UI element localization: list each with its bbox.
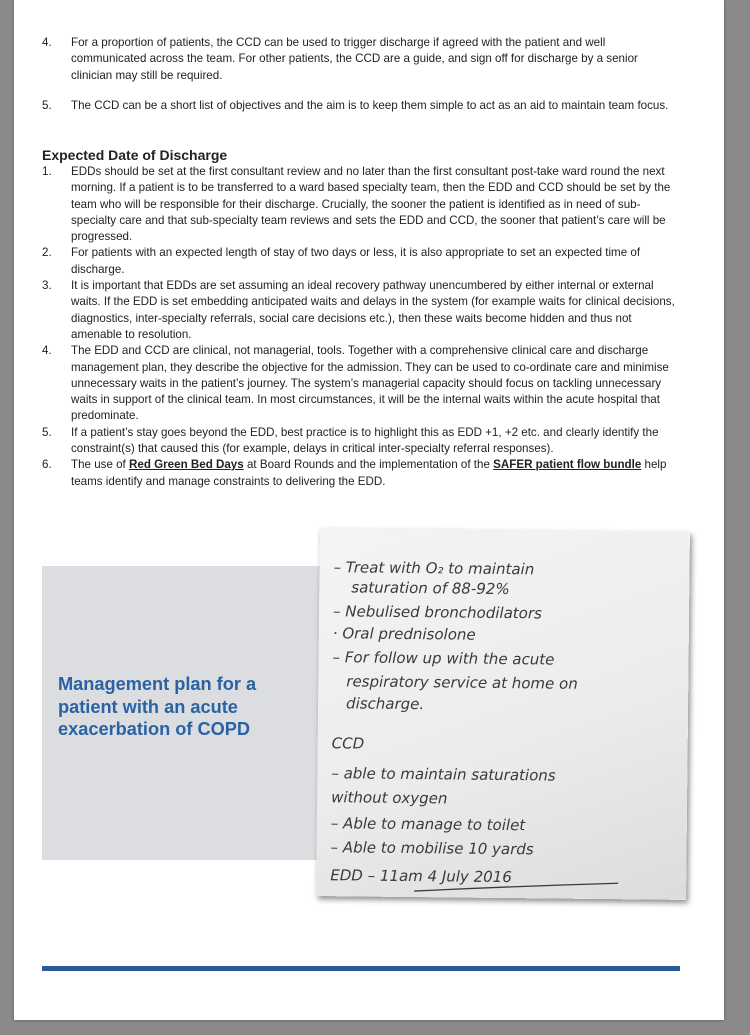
item-text: If a patient’s stay goes beyond the EDD, best practice is to highlight this as EDD +1, +2 etc. and clearly identify the constraint(s) that caused this (for example, delays in critical inter-specialty referral responses). (71, 425, 659, 456)
item-text: For a proportion of patients, the CCD can be used to trigger discharge if agreed with the patient and well communicated across the team. For other patients, the CCD are a guide, and sign off for discharge by a senior clinician may still be required. (71, 36, 638, 82)
note-line: saturation of 88-92% (351, 578, 510, 599)
red-green-bed-days-link[interactable]: Red Green Bed Days (129, 458, 244, 472)
list-item (40, 245, 680, 278)
list-item (40, 164, 680, 245)
item-number: 4. (42, 344, 52, 358)
item-text: The EDD and CCD are clinical, not managerial, tools. Together with a comprehensive clinical care and discharge management plan, they describe the objective for the admission. They can be used to co-ordinate care and minimise unnecessary waits in the patient’s journey. The system’s managerial capacity should focus on tackling unnecessary waits in support of the clinical team. In most circumstances, it will be the internal waits within the acute hospital that predominate. (71, 344, 669, 423)
item-number: 3. (42, 279, 52, 293)
item-text: EDDs should be set at the first consultant review and no later than the first consultant post-take ward round the next morning. If a patient is to be transferred to a ward based specialty team, then the EDD and CCD should be set by the team who will be responsible for their discharge. Crucially, the sooner the patient is identified as in need of sub-specialty care and that sub-specialty team reviews and sets the EDD and CCD, the sooner that patient’s care will be progressed. (71, 165, 671, 244)
note-line: · Oral prednisolone (332, 624, 476, 644)
note-line: – able to maintain saturations (331, 764, 556, 785)
item-number: 4. (42, 36, 52, 49)
note-line: – Nebulised bronchodilators (332, 602, 542, 623)
note-line: CCD (331, 734, 365, 753)
section-heading: Expected Date of Discharge (42, 147, 228, 163)
item-number: 5. (42, 425, 52, 439)
note-line: – For follow up with the acute (332, 648, 555, 669)
item-number: 1. (42, 165, 52, 178)
item-text: at Board Rounds and the implementation of the (243, 458, 494, 472)
list-item (40, 35, 680, 84)
list-item (40, 425, 680, 458)
note-line: – Able to manage to toilet (330, 814, 526, 835)
handwritten-note (316, 528, 690, 900)
note-line: respiratory service at home on (346, 672, 578, 693)
note-line: – Able to mobilise 10 yards (330, 838, 534, 859)
top-list (40, 35, 680, 128)
callout-title: Management plan for a patient with an acute exacerbation of COPD (58, 674, 257, 739)
item-text: help teams identify and manage constraints to delivering the EDD. (71, 458, 667, 488)
list-item (40, 343, 680, 424)
list-item (40, 278, 680, 343)
note-line: – Treat with O₂ to maintain (333, 558, 535, 579)
item-number: 6. (42, 458, 52, 472)
edd-list (40, 164, 680, 490)
note-line: discharge. (346, 694, 425, 714)
item-text: For patients with an expected length of stay of two days or less, it is also appropriate to set an expected time of discharge. (71, 246, 641, 276)
item-text: The use of (71, 458, 130, 472)
list-item (40, 98, 680, 114)
handwritten-note-photo (316, 528, 690, 900)
item-number: 2. (42, 246, 52, 260)
list-item (40, 457, 680, 490)
item-number: 5. (42, 98, 52, 112)
note-line: EDD – 11am 4 July 2016 (330, 866, 512, 887)
item-text: The CCD can be a short list of objectives and the aim is to keep them simple to act as an aid to maintain team focus. (71, 98, 669, 112)
note-line: without oxygen (331, 788, 448, 808)
safer-patient-flow-bundle-link[interactable]: SAFER patient flow bundle (493, 458, 642, 472)
footer-rule (42, 966, 680, 971)
item-text: It is important that EDDs are set assuming an ideal recovery pathway unencumbered by either internal or external waits. If the EDD is set embedding anticipated waits and delays in the system (for example waits for clinical decisions, diagnostics, inter-specialty referrals, social care decisions etc.), then these waits become hidden and thus not amenable to resolution. (71, 279, 675, 341)
